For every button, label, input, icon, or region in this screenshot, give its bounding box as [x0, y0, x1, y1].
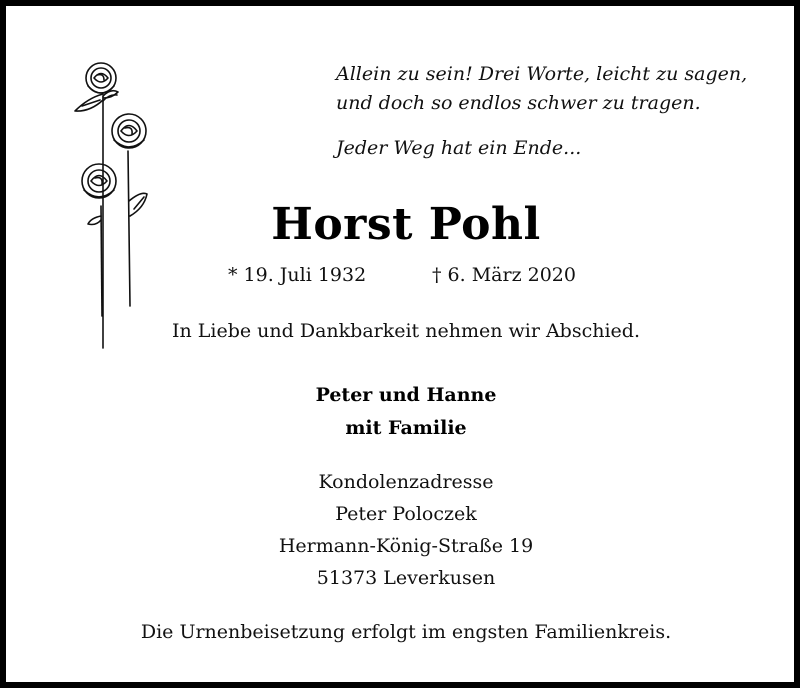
- quote-line: Allein zu sein! Drei Worte, leicht zu sagen,: [336, 63, 748, 85]
- address-name: Peter Poloczek: [335, 503, 477, 525]
- quote: [336, 60, 776, 163]
- quote-subline: Jeder Weg hat ein Ende...: [336, 137, 582, 159]
- quote-line: und doch so endlos schwer zu tragen.: [336, 92, 701, 114]
- death-date: † 6. März 2020: [432, 264, 576, 286]
- farewell-text: In Liebe und Dankbarkeit nehmen wir Abschied.: [172, 320, 640, 342]
- closing-note: Die Urnenbeisetzung erfolgt im engsten Familienkreis.: [140, 621, 672, 643]
- deceased-name: Horst Pohl: [271, 199, 541, 250]
- address-street: Hermann-König-Straße 19: [278, 535, 534, 557]
- address-label: Kondolenzadresse: [318, 471, 494, 493]
- family-signature: [6, 379, 800, 445]
- family-line: mit Familie: [345, 417, 467, 439]
- address-city: 51373 Leverkusen: [316, 567, 496, 589]
- family-line: Peter und Hanne: [315, 384, 497, 406]
- condolence-address: [6, 466, 800, 594]
- birth-date: * 19. Juli 1932: [228, 264, 367, 286]
